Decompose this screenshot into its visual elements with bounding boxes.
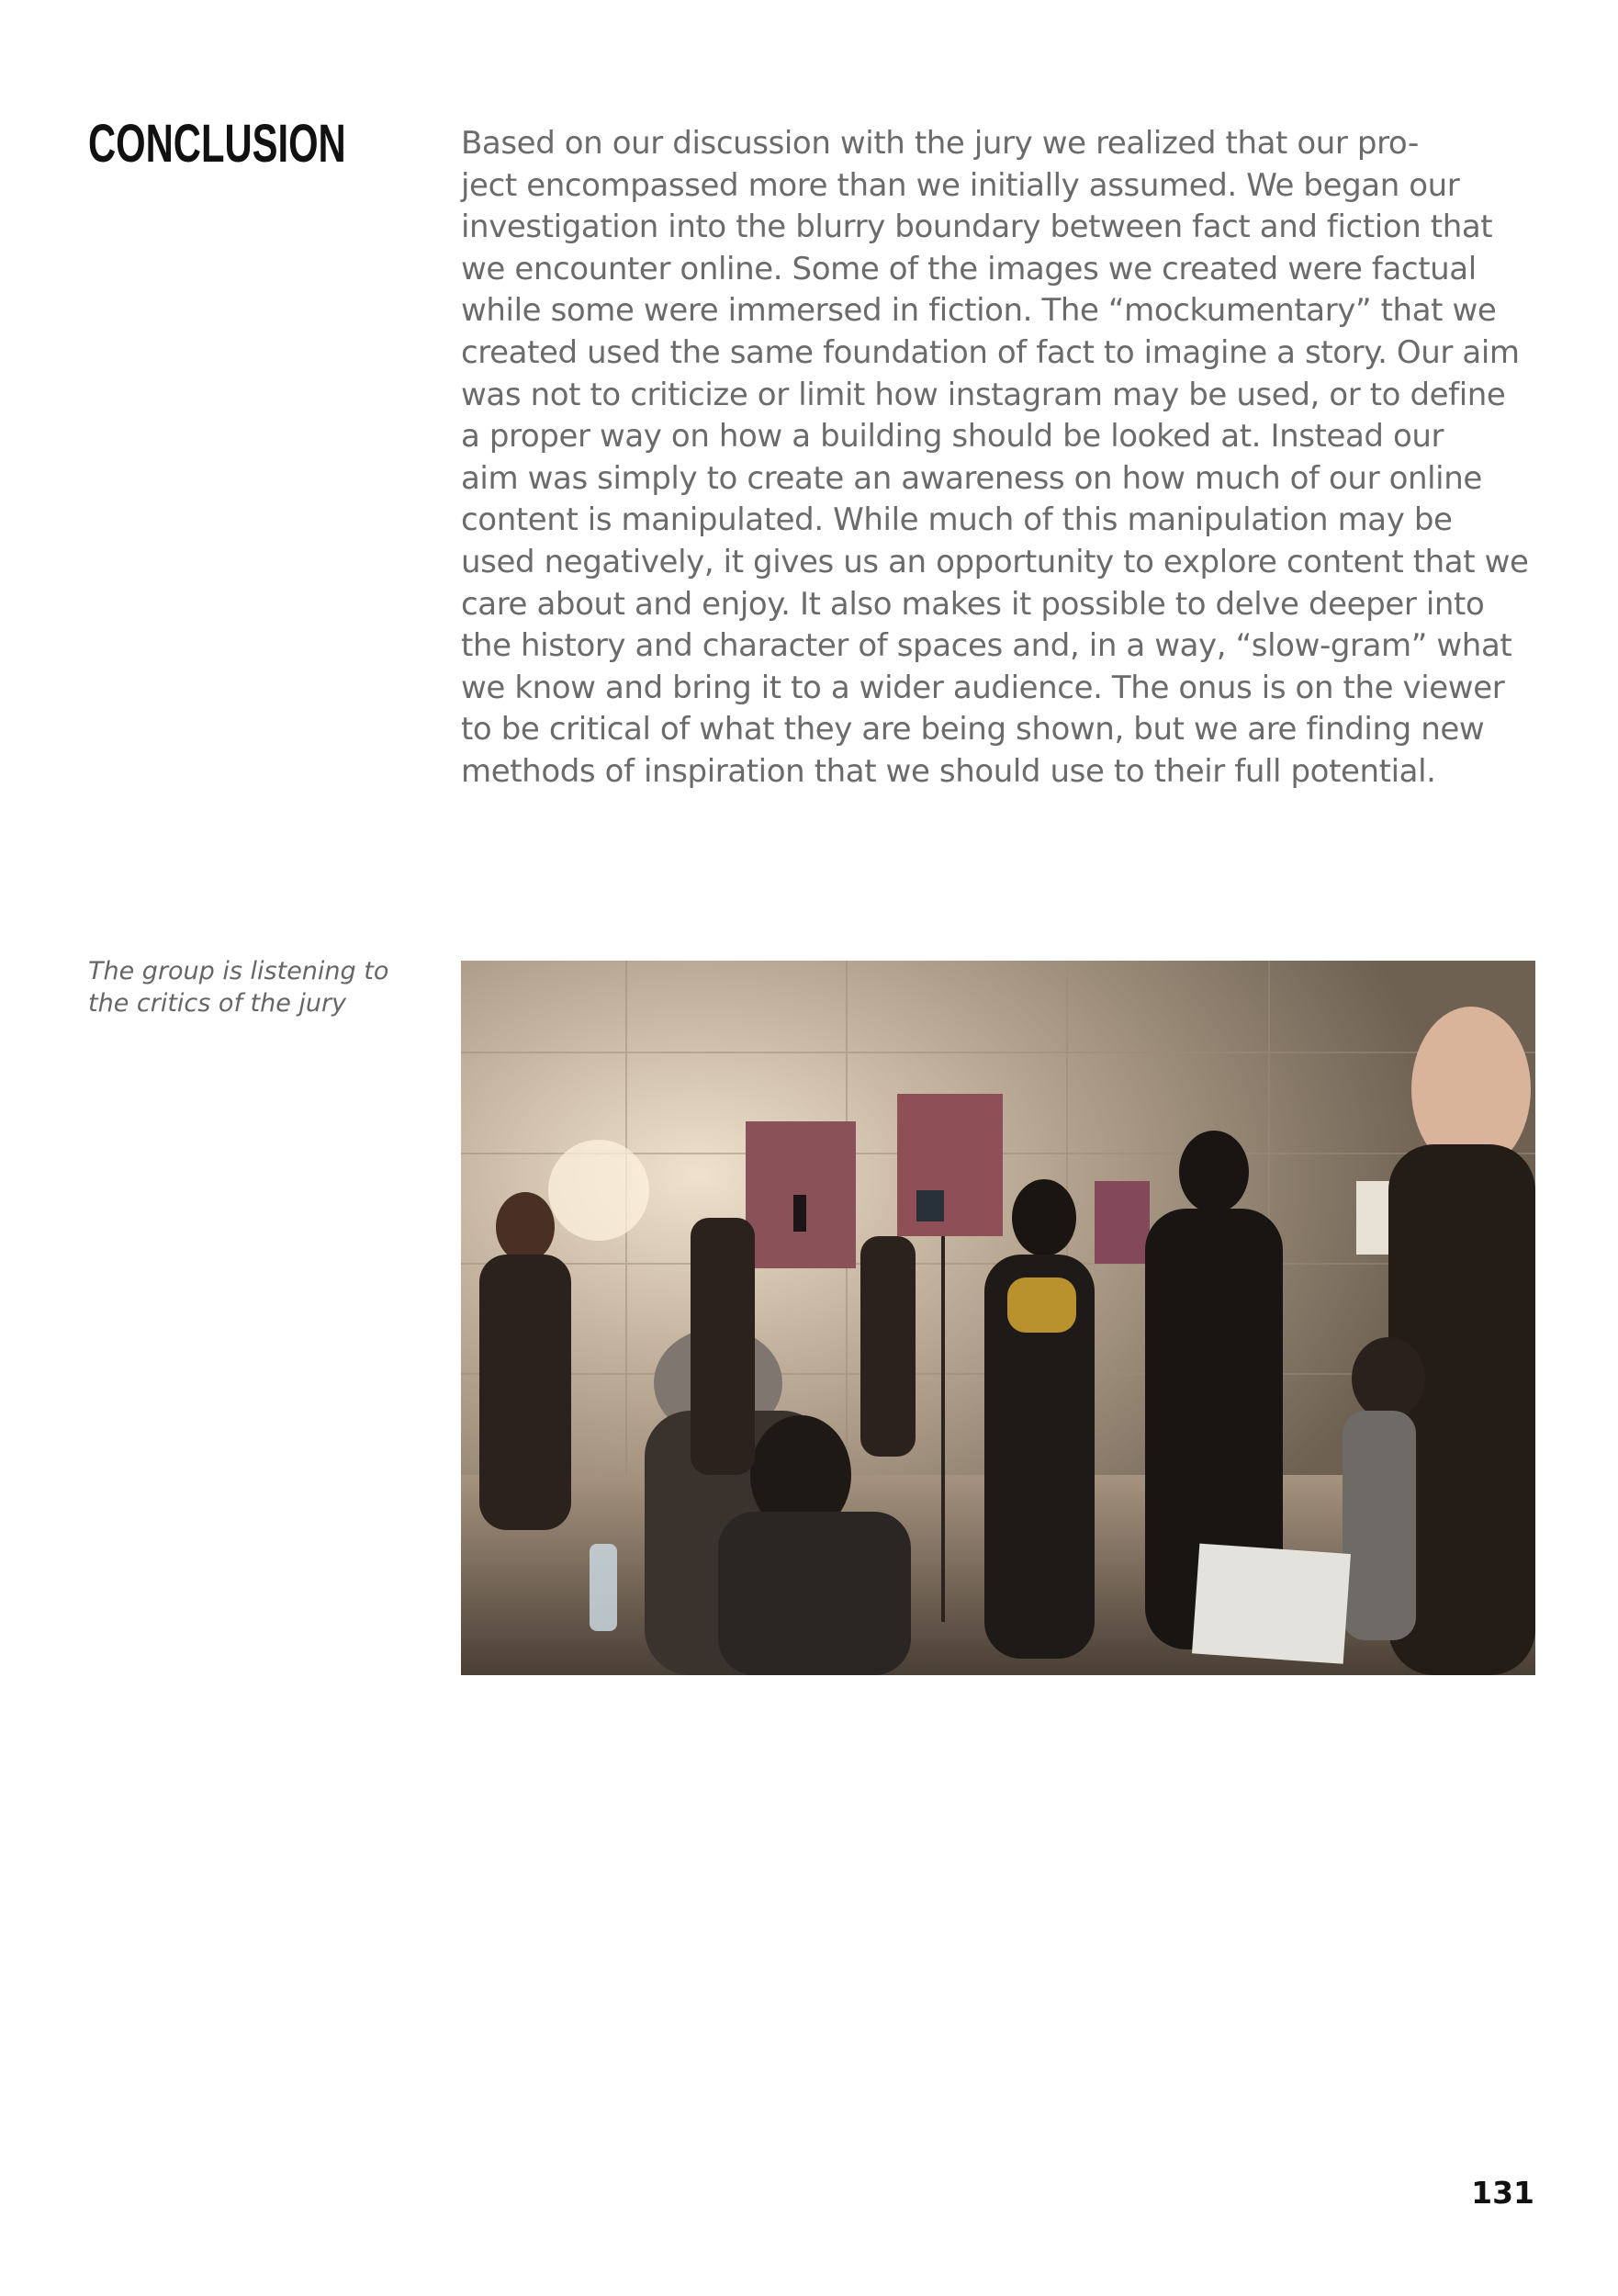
caption-line: The group is listening to: [88, 957, 389, 985]
body-line: the history and character of spaces and, in a way, “slow-gram” what: [461, 627, 1512, 665]
photo-illustration: [461, 961, 1535, 1675]
display-box-center-screen: [916, 1190, 944, 1221]
body-line: content is manipulated. While much of this manipulation may be: [461, 501, 1453, 539]
conclusion-paragraph: [461, 123, 1545, 793]
body-line: was not to criticize or limit how instagram may be used, or to define: [461, 376, 1506, 413]
body-line: investigation into the blurry boundary between fact and fiction that: [461, 208, 1493, 246]
wall-light: [548, 1140, 649, 1241]
body-line: we encounter online. Some of the images we created were factual: [461, 250, 1477, 287]
body-line: methods of inspiration that we should use to their full potential.: [461, 752, 1436, 790]
body-line: while some were immersed in fiction. The “mockumentary” that we: [461, 292, 1497, 330]
section-title: CONCLUSION: [88, 114, 346, 174]
body-line: used negatively, it gives us an opportunity to explore content that we: [461, 543, 1529, 580]
page-number: 131: [1471, 2175, 1534, 2211]
body-line: to be critical of what they are being shown, but we are finding new: [461, 711, 1485, 748]
papers: [1192, 1544, 1351, 1664]
body-line: Based on our discussion with the jury we realized that our pro-: [461, 125, 1419, 162]
body-line: created used the same foundation of fact to imagine a story. Our aim: [461, 333, 1520, 371]
body-line: ject encompassed more than we initially assumed. We began our: [461, 166, 1460, 204]
display-box-center: [897, 1094, 1003, 1236]
water-bottle: [590, 1544, 617, 1631]
body-line: we know and bring it to a wider audience. The onus is on the viewer: [461, 669, 1505, 706]
body-line: aim was simply to create an awareness on how much of our online: [461, 459, 1482, 497]
figure-caption: [88, 955, 388, 1019]
display-box-right: [1095, 1181, 1150, 1264]
jury-photo: [461, 961, 1535, 1675]
body-line: a proper way on how a building should be looked at. Instead our: [461, 418, 1444, 456]
body-line: care about and enjoy. It also makes it possible to delve deeper into: [461, 585, 1485, 623]
caption-line: the critics of the jury: [88, 989, 347, 1018]
display-box-left-screen: [793, 1195, 806, 1232]
